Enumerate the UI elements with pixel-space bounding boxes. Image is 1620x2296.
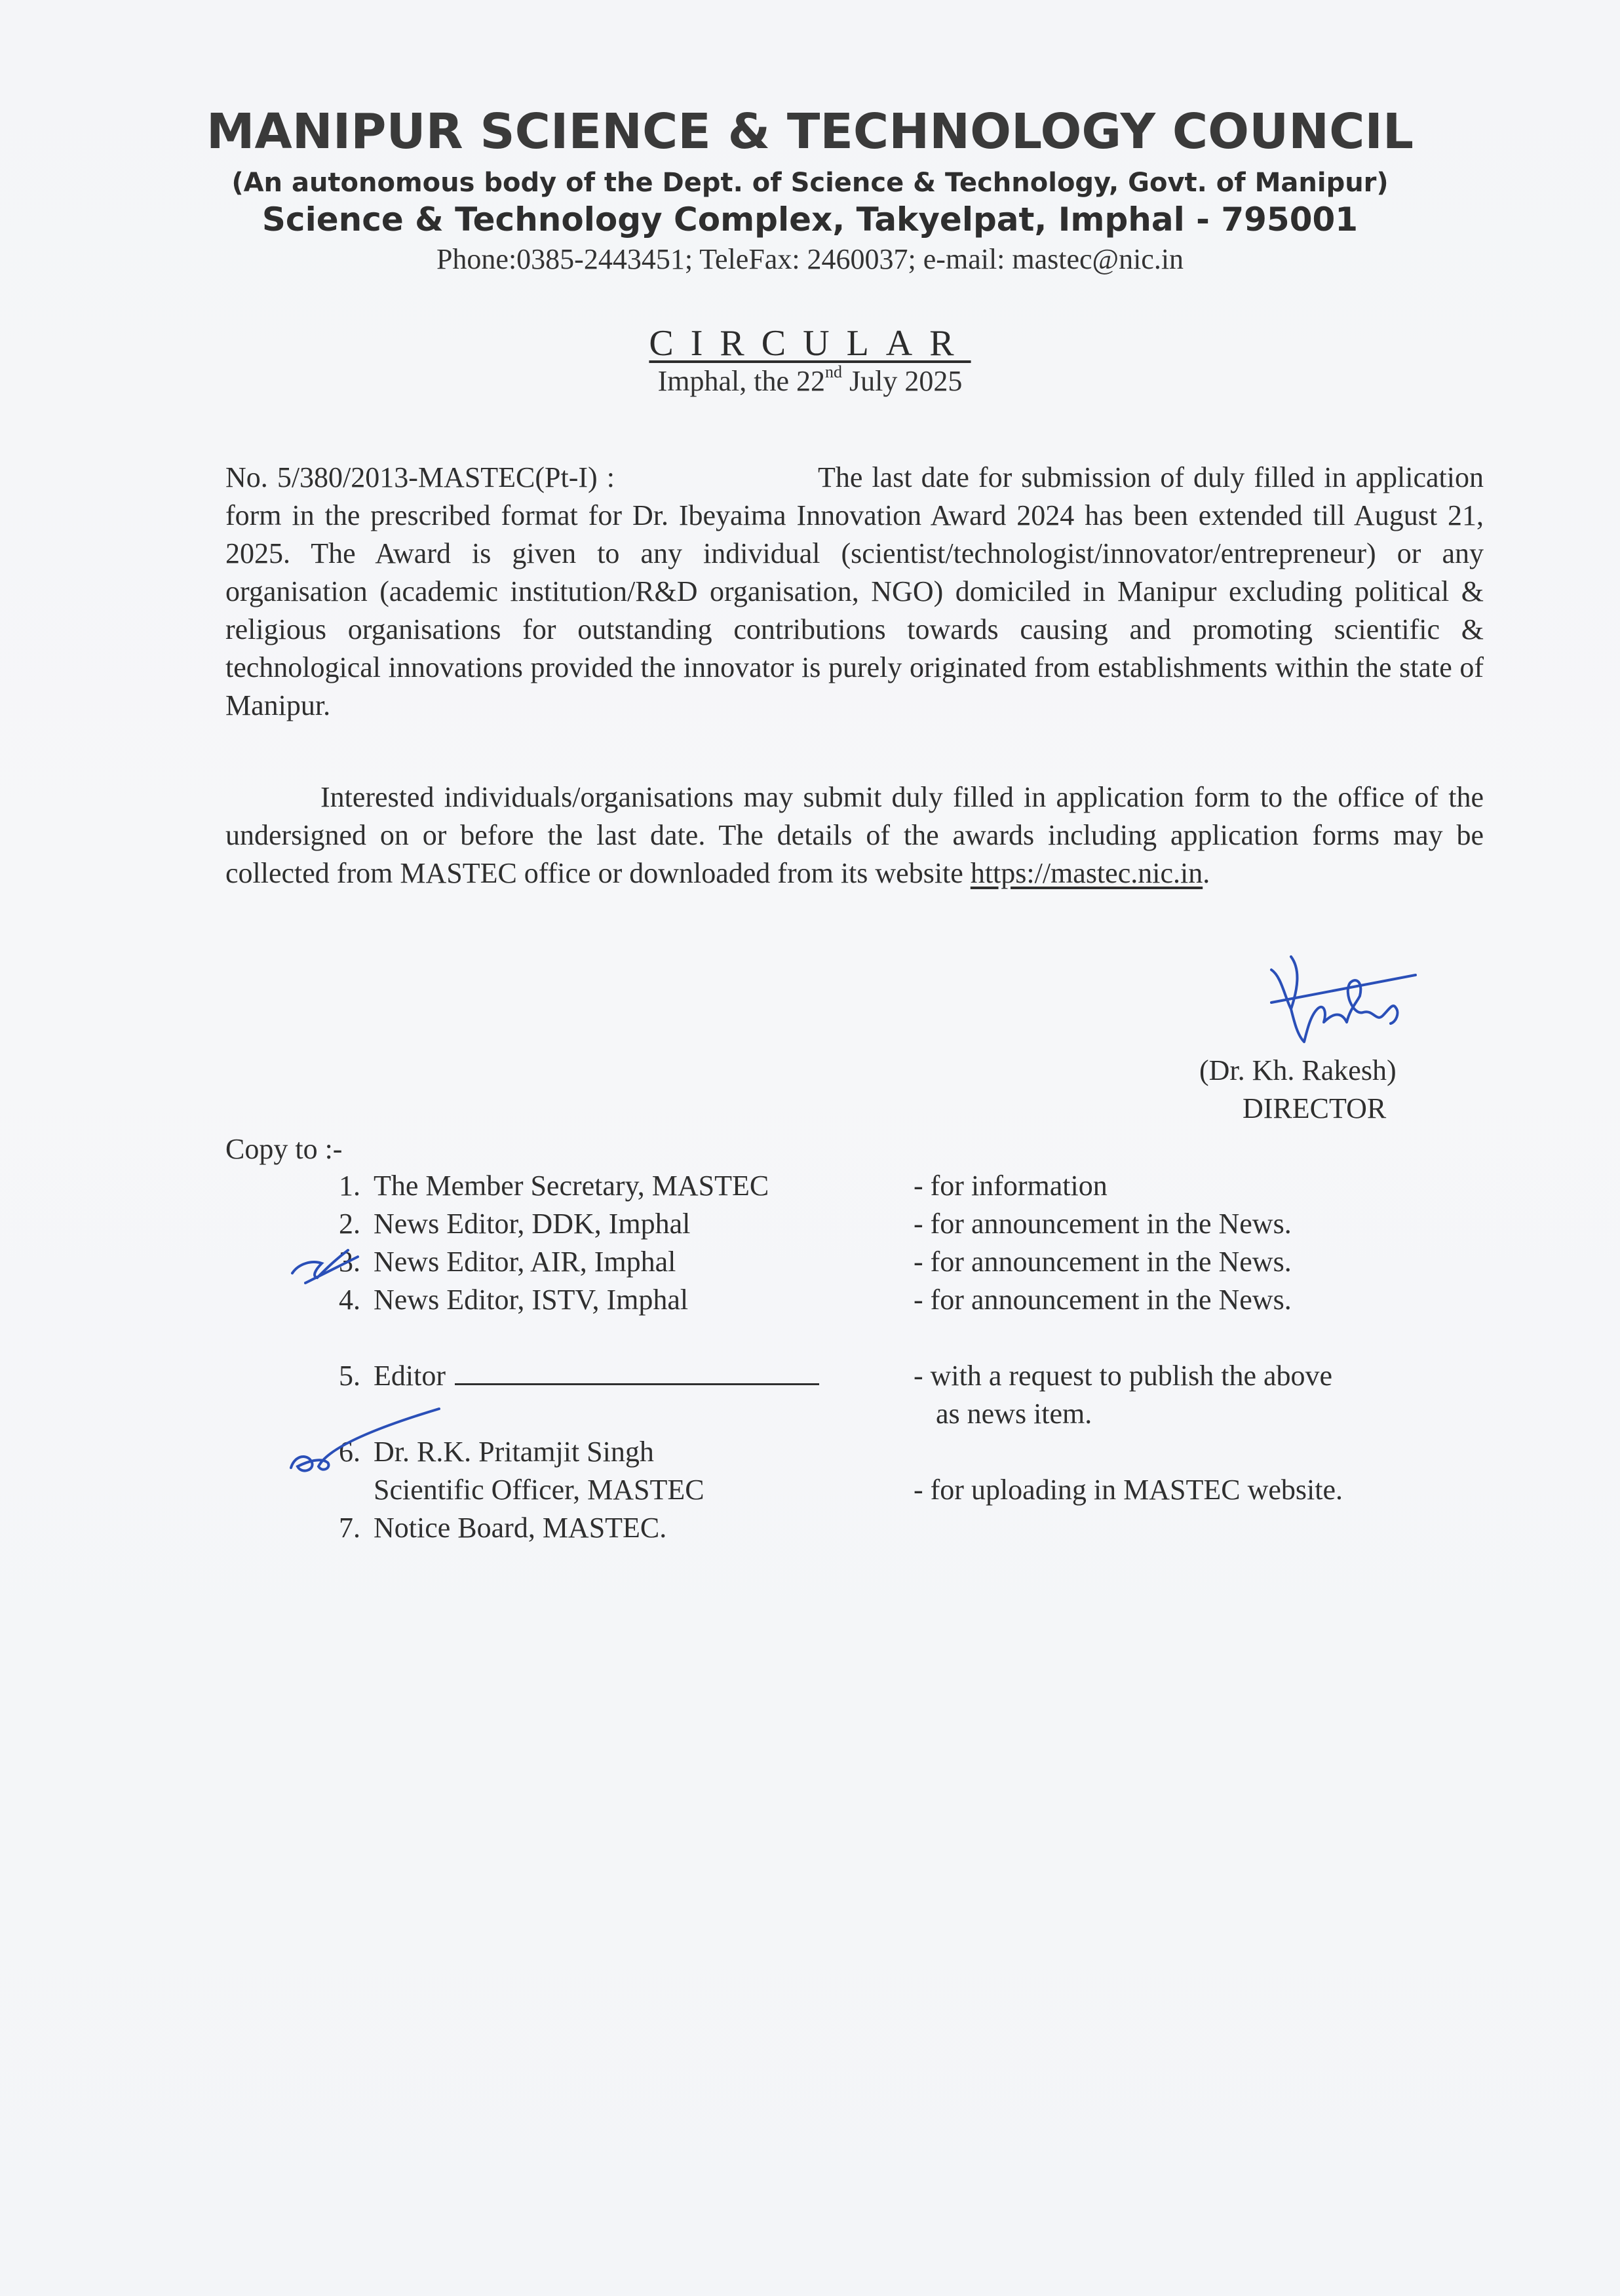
list-item (0, 1283, 1620, 1321)
copy-item-number: 4. (339, 1284, 360, 1316)
copy-item-purpose-continued: as news item. (936, 1398, 1092, 1430)
list-item-continuation (0, 1397, 1620, 1435)
signatory-designation: DIRECTOR (1243, 1092, 1387, 1124)
letterhead-title: MANIPUR SCIENCE & TECHNOLOGY COUNCIL (206, 104, 1414, 160)
copy-item-number: 3. (339, 1246, 360, 1278)
list-item (0, 1169, 1620, 1207)
body-paragraph-1 (225, 459, 1484, 725)
copy-item-purpose: - with a request to publish the above (914, 1360, 1333, 1392)
copy-to-heading: Copy to :- (225, 1133, 343, 1165)
copy-item-recipient: The Member Secretary, MASTEC (374, 1170, 769, 1202)
editor-label: Editor (374, 1360, 446, 1392)
letterhead-subtitle: (An autonomous body of the Dept. of Science & Technology, Govt. of Manipur) (231, 168, 1389, 198)
pen-tick-mark-icon (282, 1402, 446, 1494)
copy-item-purpose: - for announcement in the News. (914, 1284, 1292, 1316)
paragraph-2-text: Interested individuals/organisations may submit duly filled in application form to the office of the undersigned on or before the last date. The details of the awards including application forms may be collected from MASTEC office or downloaded from its website (225, 781, 1484, 889)
letterhead-contact: Phone:0385-2443451; TeleFax: 2460037; e-mail: mastec@nic.in (436, 243, 1184, 275)
reference-number: No. 5/380/2013-MASTEC(Pt-I) : (225, 461, 615, 493)
copy-item-recipient (374, 1359, 819, 1392)
paragraph-1-text: The last date for submission of duly filled in application form in the prescribed format for Dr. Ibeyaima Innovation Award 2024 has been extended till August 21, 2025. The Award is given to any individual (scientist/technologist/innovator/entrepreneur) or any organisation (academic institution/R&D organisation, NGO) domiciled in Manipur excluding political & religious organisations for outstanding contributions towards causing and promoting scientific & technological innovations provided the innovator is purely originated from establishments within the state of Manipur. (225, 461, 1484, 721)
letterhead-address: Science & Technology Complex, Takyelpat, Imphal - 795001 (261, 201, 1359, 239)
list-item-continuation (0, 1473, 1620, 1511)
paragraph-2-period: . (1203, 857, 1210, 889)
list-item (0, 1435, 1620, 1473)
website-link[interactable]: https://mastec.nic.in (970, 857, 1203, 889)
copy-item-purpose: - for information (914, 1170, 1108, 1202)
list-item (0, 1511, 1620, 1549)
copy-item-purpose: - for announcement in the News. (914, 1208, 1292, 1240)
copy-item-purpose: - for uploading in MASTEC website. (914, 1474, 1343, 1506)
copy-item-purpose: - for announcement in the News. (914, 1246, 1292, 1278)
list-item (0, 1245, 1620, 1283)
pen-tick-mark-icon (286, 1237, 364, 1296)
copy-item-recipient: Dr. R.K. Pritamjit Singh (374, 1436, 654, 1468)
list-item (0, 1359, 1620, 1397)
circular-heading (0, 322, 1620, 364)
editor-blank-line (455, 1360, 819, 1385)
copy-item-recipient-continued: Scientific Officer, MASTEC (374, 1474, 704, 1506)
copy-item-number: 1. (339, 1170, 360, 1202)
copy-item-number: 5. (339, 1360, 360, 1392)
handwritten-signature (1245, 930, 1455, 1068)
body-paragraph-2 (225, 778, 1484, 892)
copy-item-number: 7. (339, 1512, 360, 1544)
copy-item-recipient: News Editor, AIR, Imphal (374, 1246, 676, 1278)
copy-item-recipient: Notice Board, MASTEC. (374, 1512, 667, 1544)
copy-item-number: 6. (339, 1436, 360, 1468)
circular-date-prefix: Imphal, the 22 (657, 365, 826, 397)
circular-heading-text: CIRCULAR (649, 323, 971, 364)
signatory-name: (Dr. Kh. Rakesh) (1199, 1054, 1397, 1086)
list-item (0, 1207, 1620, 1245)
copy-item-number: 2. (339, 1208, 360, 1240)
circular-date (0, 364, 1620, 398)
circular-date-sup: nd (825, 362, 843, 381)
copy-item-recipient: News Editor, DDK, Imphal (374, 1208, 691, 1240)
circular-date-suffix: July 2025 (842, 365, 963, 397)
copy-item-recipient: News Editor, ISTV, Imphal (374, 1284, 689, 1316)
